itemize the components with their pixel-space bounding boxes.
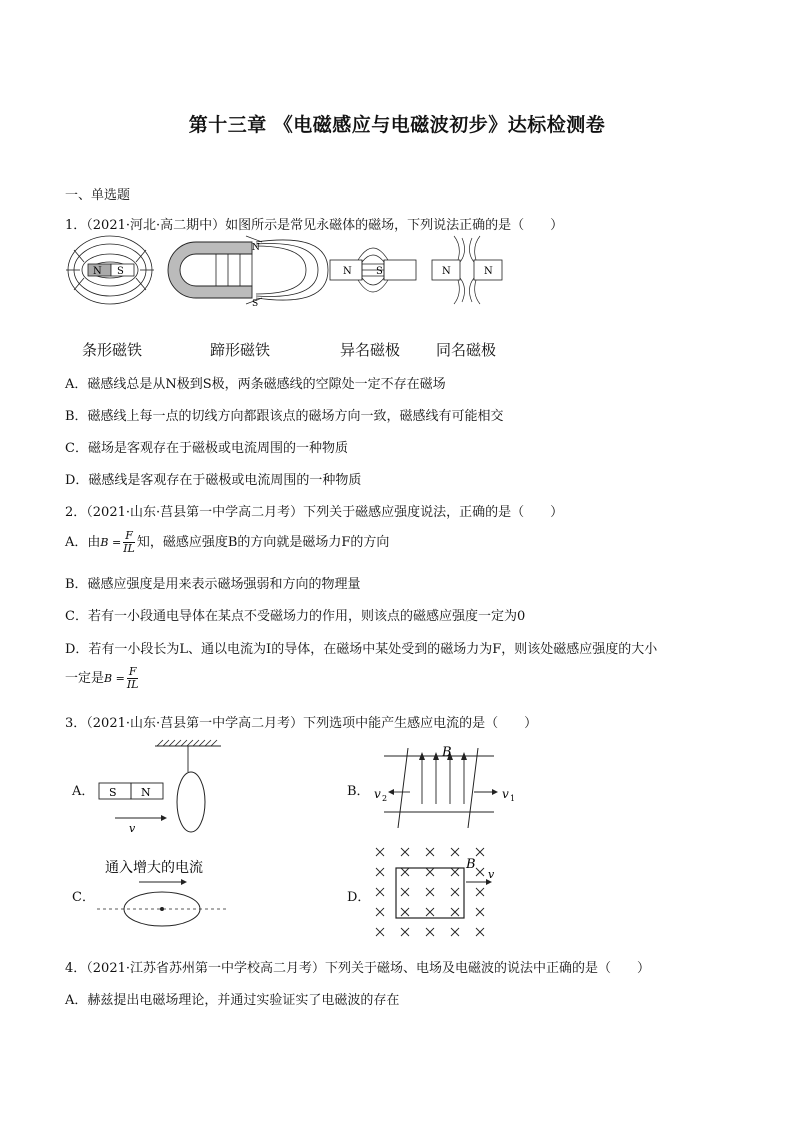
formula-lhs-2: B =	[104, 672, 125, 685]
caption-like-poles: 同名磁极	[436, 341, 497, 359]
field-cross-mark	[451, 908, 459, 916]
field-cross-mark	[401, 848, 409, 856]
q2-option-a-suffix: 知，磁感应强度B的方向就是磁场力F的方向	[136, 535, 390, 550]
caption-bar-magnet: 条形磁铁	[82, 341, 143, 359]
opposite-n: N	[343, 266, 352, 277]
q2-option-d-line2	[65, 666, 140, 691]
field-cross-mark	[401, 888, 409, 896]
field-cross-mark	[426, 848, 434, 856]
field-cross-mark	[451, 928, 459, 936]
bar-magnet-n: N	[93, 266, 102, 277]
field-cross-mark	[476, 888, 484, 896]
q2-option-a-prefix: A．由	[65, 535, 101, 550]
field-cross-mark	[426, 868, 434, 876]
q1-magnet-figure	[66, 232, 526, 340]
bar-magnet-s: S	[117, 266, 124, 277]
field-cross-mark	[426, 928, 434, 936]
like-n-left: N	[442, 266, 451, 277]
fig-a-v: v	[129, 822, 136, 835]
horseshoe-n: N	[252, 243, 260, 253]
q3-label-c: C．	[72, 890, 95, 905]
bar-magnet-drawing	[66, 236, 154, 304]
page-title: 第十三章 《电磁感应与电磁波初步》达标检测卷	[188, 114, 606, 136]
field-cross-mark	[401, 868, 409, 876]
q2-stem: 2．（2021·山东·莒县第一中学高二月考）下列关于磁感应强度说法，正确的是（ ）	[65, 505, 564, 520]
fig-b-b: B	[442, 745, 452, 760]
opposite-s: S	[376, 266, 383, 277]
horseshoe-s: S	[252, 299, 259, 309]
fig-b-v1-sub: 1	[510, 794, 516, 803]
field-cross-mark	[401, 928, 409, 936]
field-cross-mark	[426, 888, 434, 896]
like-poles-drawing	[432, 236, 502, 304]
fig-d-b: B	[466, 857, 476, 872]
like-n-right: N	[484, 266, 493, 277]
q2-option-c: C．若有一小段通电导体在某点不受磁场力的作用，则该点的磁感应强度一定为0	[65, 609, 526, 624]
fig-b-v1: v	[502, 787, 509, 801]
q3-stem: 3．（2021·山东·莒县第一中学高二月考）下列选项中能产生感应电流的是（ ）	[65, 716, 538, 731]
formula-numerator: F	[123, 530, 135, 543]
field-cross-mark	[376, 928, 384, 936]
field-cross-mark	[476, 908, 484, 916]
fig-d-v: v	[488, 868, 495, 881]
formula-fraction	[123, 530, 135, 555]
q3-figure-d	[370, 842, 510, 940]
q3-label-a: A．	[72, 784, 95, 799]
field-cross-mark	[401, 908, 409, 916]
q1-option-c: C．磁场是客观存在于磁极或电流周围的一种物质	[65, 441, 348, 456]
field-cross-mark	[376, 888, 384, 896]
caption-opposite-poles: 异名磁极	[340, 341, 401, 359]
section-heading: 一、单选题	[65, 188, 131, 203]
field-cross-mark	[376, 848, 384, 856]
formula-fraction-2	[127, 666, 139, 691]
fig-a-n: N	[141, 786, 151, 799]
field-cross-mark	[451, 888, 459, 896]
q2-option-a	[65, 530, 389, 555]
field-cross-mark	[476, 868, 484, 876]
fig-c-caption: 通入增大的电流	[105, 860, 203, 876]
field-cross-mark	[426, 908, 434, 916]
q3-label-d: D．	[347, 890, 371, 905]
formula-numerator-2: F	[127, 666, 139, 679]
q4-stem: 4．（2021·江苏省苏州第一中学校高二月考）下列关于磁场、电场及电磁波的说法中正确的是（ ）	[65, 961, 650, 976]
caption-horseshoe-magnet: 蹄形磁铁	[210, 341, 271, 359]
q2-option-d-prefix: 一定是	[65, 671, 105, 686]
horseshoe-magnet-drawing	[168, 236, 328, 309]
q4-option-a: A．赫兹提出电磁场理论，并通过实验证实了电磁波的存在	[65, 993, 400, 1008]
opposite-poles-drawing	[330, 248, 416, 292]
q3-label-b: B．	[347, 784, 370, 799]
q3-figure-a	[95, 738, 235, 838]
q1-option-d: D．磁感线是客观存在于磁极或电流周围的一种物质	[65, 473, 362, 488]
field-cross-mark	[376, 908, 384, 916]
q1-stem: 1．（2021·河北·高二期中）如图所示是常见永磁体的磁场，下列说法正确的是（ ）	[65, 218, 564, 233]
field-cross-mark	[451, 848, 459, 856]
q2-option-b: B．磁感应强度是用来表示磁场强弱和方向的物理量	[65, 577, 361, 592]
formula-denominator: IL	[123, 542, 135, 555]
q1-option-b: B．磁感线上每一点的切线方向都跟该点的磁场方向一致，磁感线有可能相交	[65, 409, 504, 424]
q3-figure-b	[370, 738, 530, 834]
q3-figure-c	[95, 852, 245, 934]
fig-b-v2-sub: 2	[382, 794, 388, 803]
fig-b-v2: v	[374, 787, 381, 801]
formula-lhs: B =	[100, 536, 122, 549]
fig-a-s: S	[109, 786, 117, 799]
field-cross-mark	[476, 848, 484, 856]
field-cross-mark	[476, 928, 484, 936]
formula-denominator-2: IL	[126, 678, 139, 691]
q2-option-d-line1: D．若有一小段长为L、通以电流为I的导体，在磁场中某处受到的磁场力为F，则该处磁感应强度的大小	[65, 642, 658, 657]
q1-option-a: A．磁感线总是从N极到S极，两条磁感线的空隙处一定不存在磁场	[65, 377, 446, 392]
field-cross-mark	[451, 868, 459, 876]
field-cross-mark	[376, 868, 384, 876]
